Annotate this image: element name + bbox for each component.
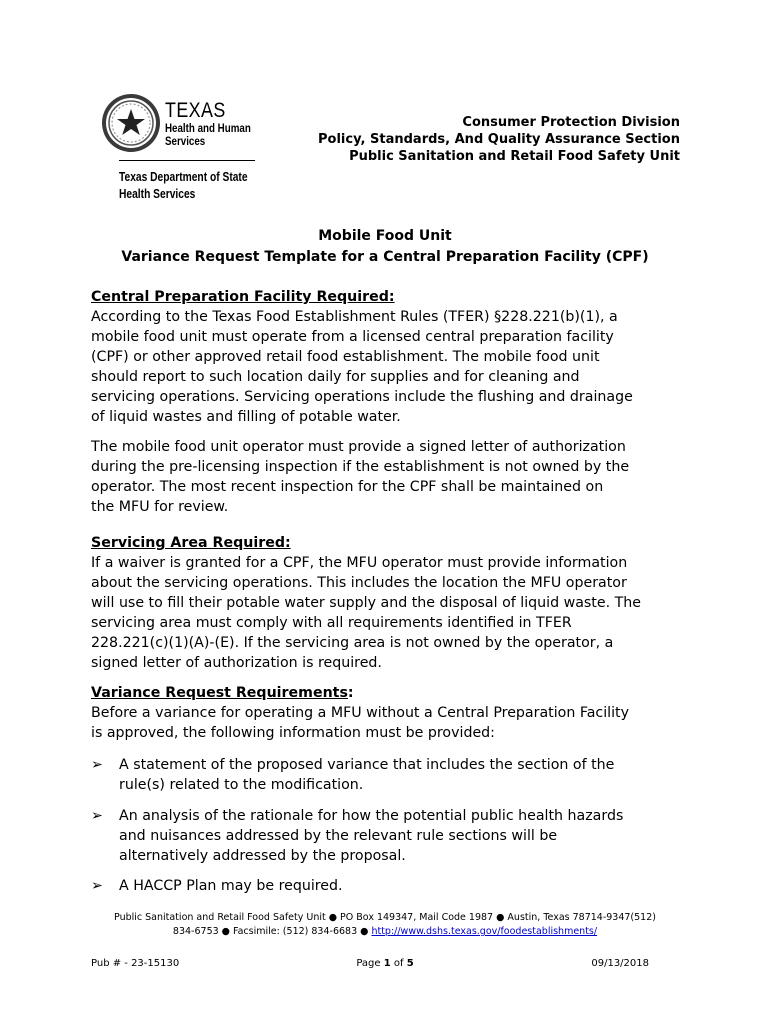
list-item-line: A statement of the proposed variance that includes the section of the (119, 757, 615, 773)
list-item-line: An analysis of the rationale for how the potential public health hazards (119, 808, 624, 824)
servicing-line: If a waiver is granted for a CPF, the MFU operator must provide information (91, 555, 628, 571)
cpf-line: of liquid wastes and filling of potable water. (91, 409, 401, 425)
variance-line: Before a variance for operating a MFU without a Central Preparation Facility (91, 705, 629, 721)
page-number: 1 (383, 958, 391, 969)
logo-hhs-line2: Services (165, 136, 206, 148)
variance-heading: Variance Request Requirements (91, 685, 348, 701)
page-total: 5 (406, 958, 414, 969)
operator-paragraph (91, 437, 691, 517)
footer-phone-fax: 834-6753 ● Facsimile: (512) 834-6683 ● (172, 926, 372, 937)
cpf-line: (CPF) or other approved retail food establishment. The mobile food unit (91, 349, 600, 365)
operator-line: during the pre-licensing inspection if the establishment is not owned by the (91, 459, 630, 475)
arrow-bullet-icon: ➢ (91, 808, 103, 824)
footer-contact (0, 925, 770, 939)
page-footer (0, 911, 770, 939)
list-item-line: rule(s) related to the modification. (119, 777, 364, 793)
cpf-heading: Central Preparation Facility Required: (91, 289, 395, 305)
pub-number: Pub # - 23-15130 (91, 958, 180, 969)
servicing-heading: Servicing Area Required: (91, 535, 291, 551)
pub-date: 09/13/2018 (591, 958, 649, 969)
variance-line: is approved, the following information must be provided: (91, 725, 495, 741)
texas-hhs-logo (101, 93, 261, 208)
servicing-section (91, 533, 691, 673)
document-subtitle: Variance Request Template for a Central Preparation Facility (CPF) (121, 249, 649, 265)
list-item-text (119, 876, 679, 896)
servicing-line: will use to fill their potable water supply and the disposal of liquid waste. The (91, 595, 641, 611)
list-item-line: and nuisances addressed by the relevant rule sections will be (119, 828, 558, 844)
logo-hhs-line1: Health and Human (165, 123, 251, 135)
list-item-text (119, 806, 679, 866)
cpf-line: mobile food unit must operate from a licensed central preparation facility (91, 329, 614, 345)
servicing-line: 228.221(c)(1)(A)-(E). If the servicing area is not owned by the operator, a (91, 635, 614, 651)
cpf-line: servicing operations. Servicing operations include the flushing and drainage (91, 389, 633, 405)
footer-address: Public Sanitation and Retail Food Safety Unit ● PO Box 149347, Mail Code 1987 ● Austin, Texas 78714-9347(512) (114, 912, 656, 923)
logo-divider (119, 160, 255, 161)
list-item-text (119, 755, 679, 795)
cpf-line: should report to such location daily for supplies and for cleaning and (91, 369, 580, 385)
logo-dshs-text (119, 169, 267, 203)
arrow-bullet-icon: ➢ (91, 757, 103, 773)
arrow-bullet-icon: ➢ (91, 878, 103, 894)
servicing-line: servicing area must comply with all requirements identified in TFER (91, 615, 572, 631)
division-header (318, 114, 680, 165)
list-item-line: alternatively addressed by the proposal. (119, 848, 406, 864)
operator-line: the MFU for review. (91, 499, 229, 515)
division-line2: Policy, Standards, And Quality Assurance Section (318, 132, 680, 147)
logo-texas-text: TEXAS (165, 99, 226, 122)
food-establishments-link[interactable]: http://www.dshs.texas.gov/foodestablishments/ (371, 926, 598, 937)
variance-heading-colon: : (347, 685, 354, 701)
cpf-line: According to the Texas Food Establishment Rules (TFER) §228.221(b)(1), a (91, 309, 618, 325)
logo-hhs-text (165, 123, 259, 149)
list-item-line: A HACCP Plan may be required. (119, 878, 343, 894)
servicing-line: about the servicing operations. This includes the location the MFU operator (91, 575, 627, 591)
servicing-line: signed letter of authorization is required. (91, 655, 382, 671)
logo-dshs-line2: Health Services (119, 187, 196, 201)
variance-section (91, 683, 691, 743)
texas-seal-icon (101, 93, 161, 153)
page-of: of (390, 958, 407, 969)
page-prefix: Page (356, 958, 384, 969)
cpf-section (91, 287, 691, 427)
logo-dshs-line1: Texas Department of State (119, 170, 248, 184)
document-title: Mobile Food Unit (318, 228, 452, 244)
operator-line: operator. The most recent inspection for the CPF shall be maintained on (91, 479, 604, 495)
variance-heading-row (91, 683, 691, 703)
division-line3: Public Sanitation and Retail Food Safety Unit (349, 149, 680, 164)
division-line1: Consumer Protection Division (462, 115, 680, 130)
page-indicator (0, 957, 770, 971)
operator-line: The mobile food unit operator must provide a signed letter of authorization (91, 439, 626, 455)
